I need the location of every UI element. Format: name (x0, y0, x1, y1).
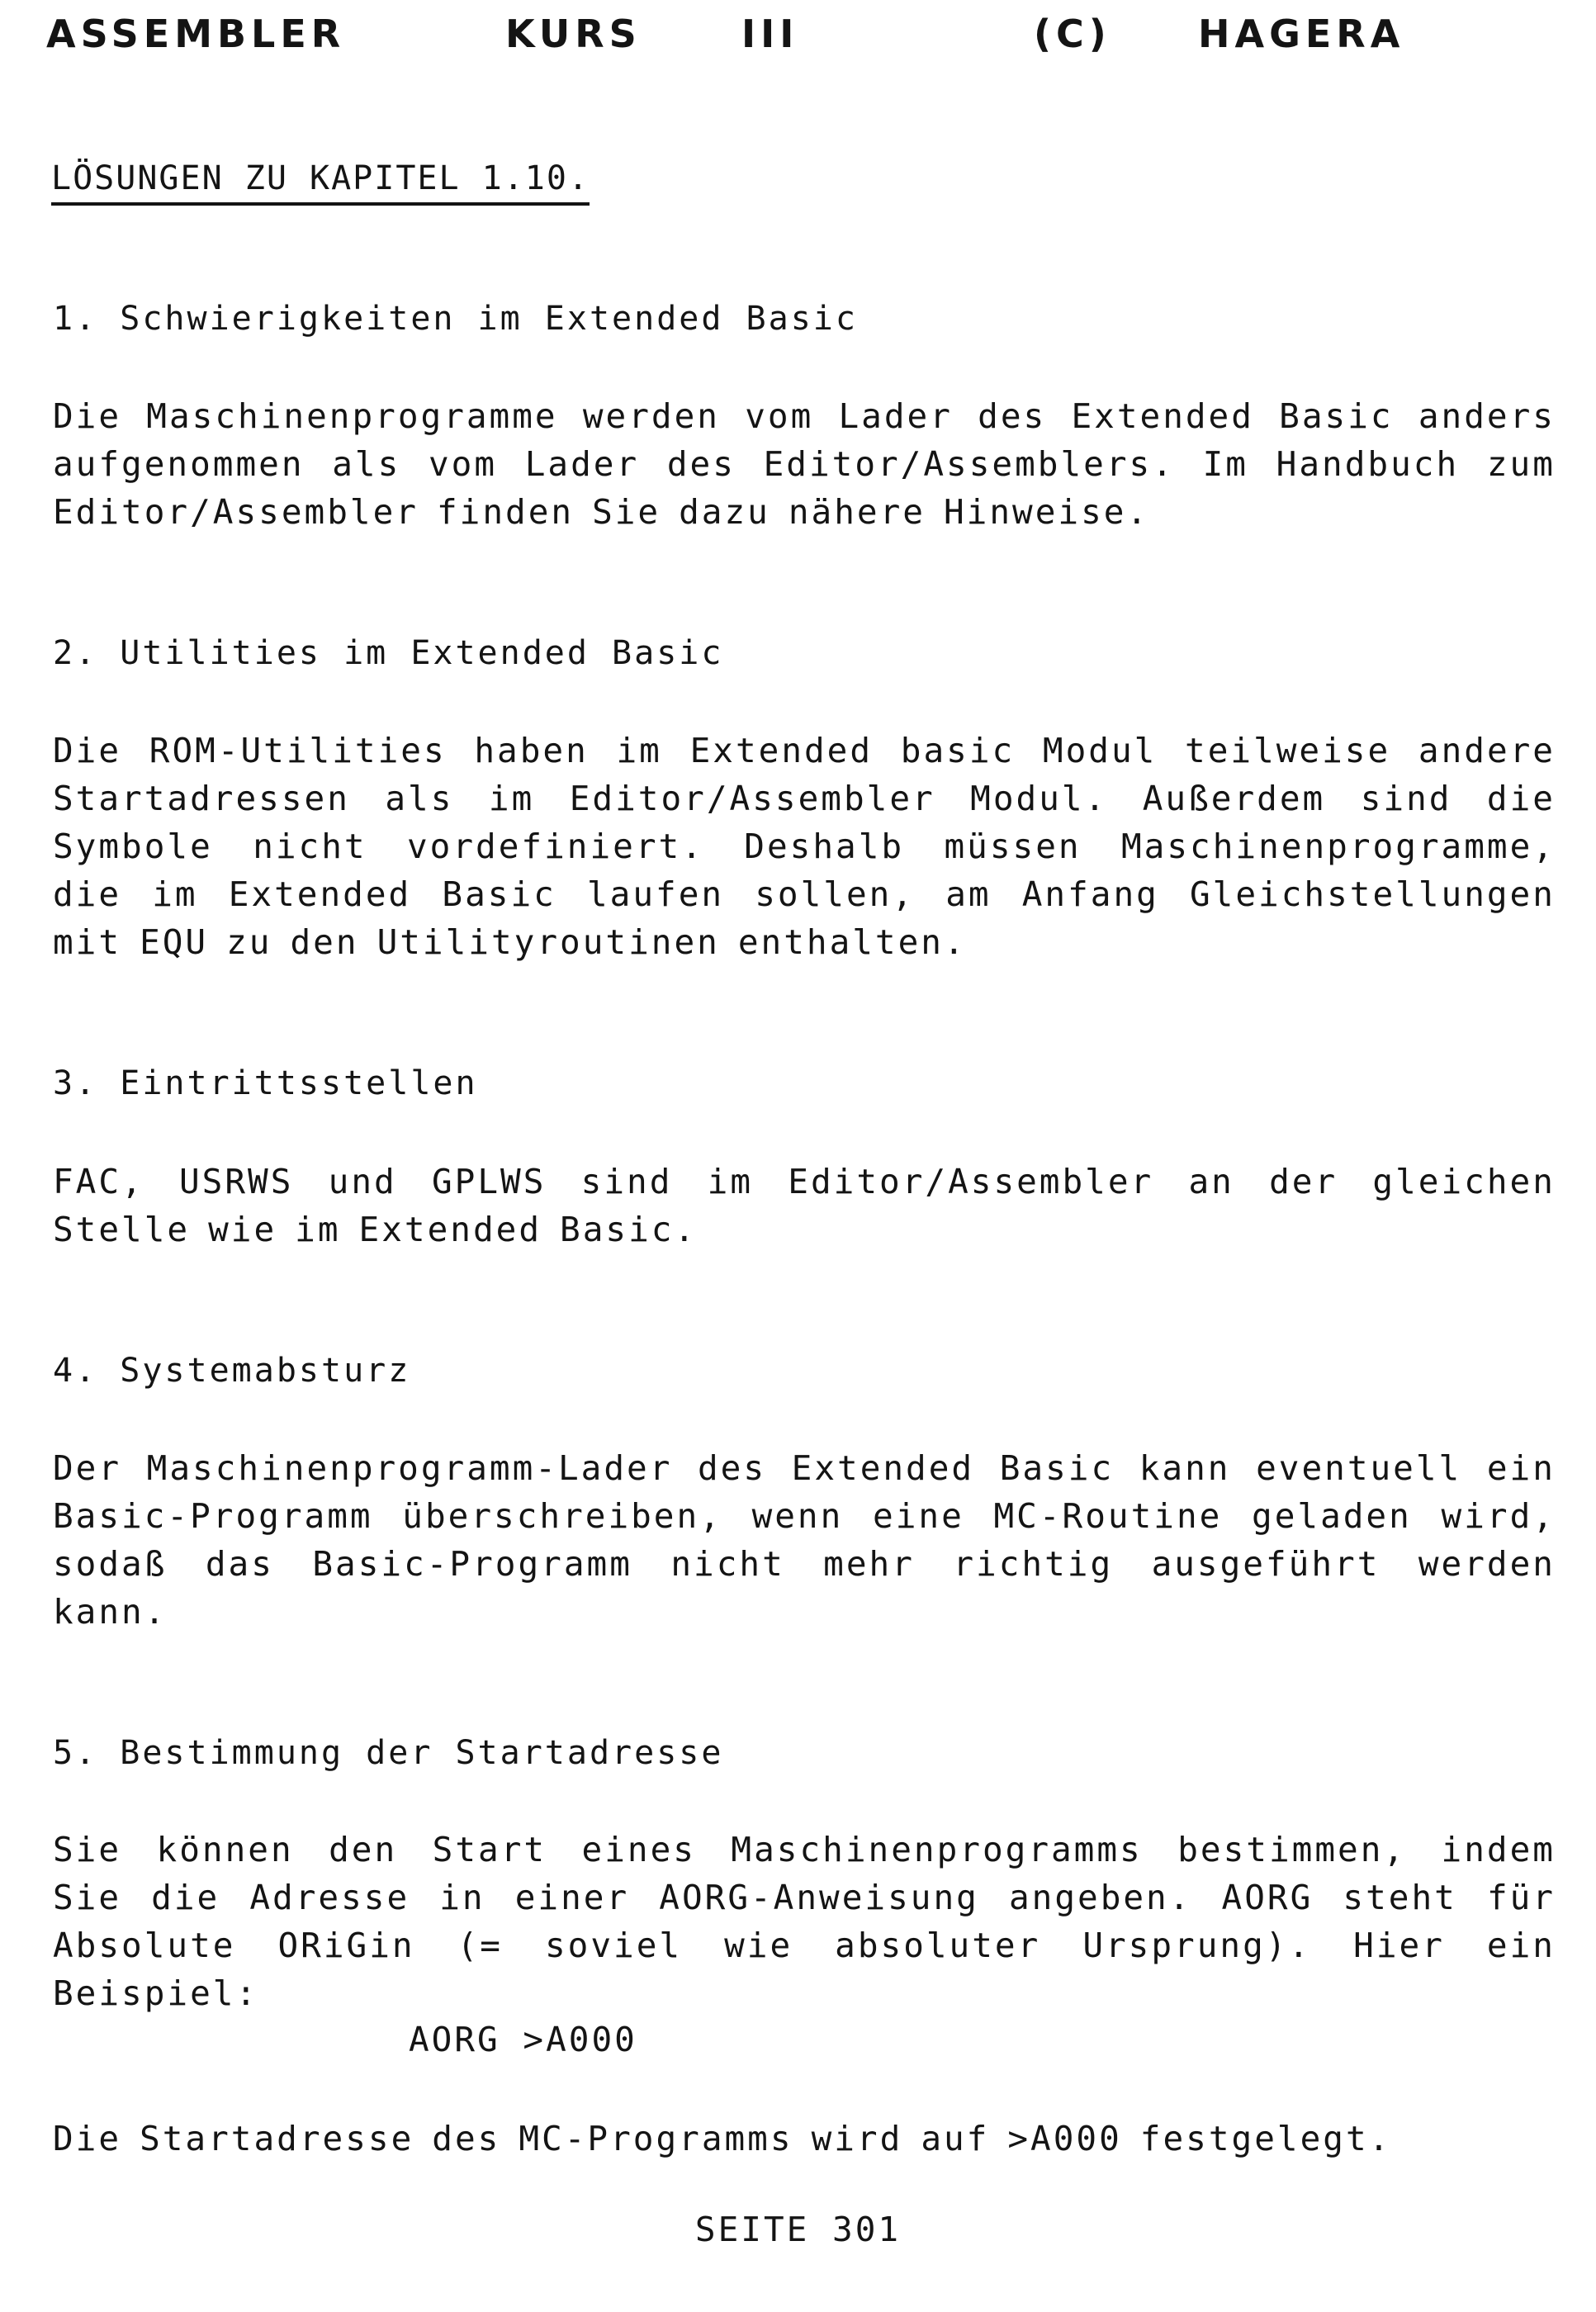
word: aufgenommen (53, 444, 305, 484)
paragraph-line (53, 775, 1556, 822)
word: die (1486, 779, 1556, 818)
word: AORG-Anweisung (659, 1878, 979, 1917)
section-5-paragraph (53, 1826, 1556, 2017)
word: zum (1486, 444, 1556, 484)
paragraph-line (53, 1874, 1556, 1921)
word: MC-Programms (519, 2119, 793, 2158)
word: den (290, 922, 359, 962)
word: Maschinenprogramm-Lader (146, 1448, 673, 1488)
paragraph-line (53, 1158, 1556, 1206)
word: nicht (253, 827, 367, 866)
word: Extended (689, 731, 874, 770)
word: Absolute (53, 1926, 236, 1965)
word: des (666, 444, 736, 484)
section-3-heading: 3. Eintrittsstellen (53, 1064, 478, 1102)
word: im (152, 874, 198, 914)
word: andere (1418, 731, 1556, 770)
paragraph-line (53, 870, 1556, 918)
word: Außerdem (1142, 779, 1326, 818)
word: ausgeführt (1151, 1544, 1381, 1584)
paragraph-line (53, 1969, 1556, 2017)
word: im (707, 1162, 754, 1201)
word: Maschinenprogramme (146, 396, 558, 436)
word: für (1486, 1878, 1556, 1917)
section-1-paragraph (53, 392, 1556, 536)
section-4-paragraph (53, 1444, 1556, 1636)
chapter-title: LÖSUNGEN ZU KAPITEL 1.10. (51, 159, 590, 206)
word: Basic-Programm (312, 1544, 632, 1584)
word: des (432, 2119, 501, 2158)
word: angeben. (1008, 1878, 1192, 1917)
word: vom (745, 396, 814, 436)
word: AORG (1221, 1878, 1314, 1917)
word: Anfang (1021, 874, 1159, 914)
word: Sie (592, 492, 661, 532)
code-example: AORG >A000 (409, 2020, 637, 2059)
word: der (1269, 1162, 1338, 1201)
word: soviel (544, 1926, 683, 1965)
word: geladen (1252, 1496, 1412, 1536)
word: GPLWS (431, 1162, 547, 1201)
paragraph-line (53, 1444, 1556, 1492)
word: zu (226, 922, 272, 962)
word: Editor/Assemblers. (763, 444, 1175, 484)
word: Extended (791, 1448, 975, 1488)
word: FAC, (53, 1162, 144, 1201)
word: mehr (823, 1544, 915, 1584)
paragraph-line (53, 1588, 1556, 1636)
word: Basic-Programm (53, 1496, 373, 1536)
word: Utilityroutinen (377, 922, 720, 962)
word: Basic (1279, 396, 1394, 436)
word: Basic. (560, 1210, 698, 1249)
word: die (53, 874, 122, 914)
word: Hinweise. (943, 492, 1150, 532)
word: steht (1343, 1878, 1457, 1917)
word: Die (53, 731, 122, 770)
word: Sie (53, 1878, 122, 1917)
word: eines (581, 1830, 696, 1869)
word: das (205, 1544, 274, 1584)
word: einer (514, 1878, 630, 1917)
word: (= (457, 1926, 503, 1965)
word: müssen (944, 827, 1082, 866)
word: Sie (53, 1830, 122, 1869)
word: des (978, 396, 1047, 436)
word: Startadressen (53, 779, 350, 818)
word: Modul (1042, 731, 1158, 770)
word: Lader (524, 444, 640, 484)
word: EQU (140, 922, 209, 962)
word: Gleichstellungen (1189, 874, 1556, 914)
paragraph-line (53, 2115, 1556, 2163)
word: an (1188, 1162, 1234, 1201)
word: Deshalb (744, 827, 905, 866)
section-3-paragraph (53, 1158, 1556, 1253)
word: nicht (670, 1544, 785, 1584)
page-number: SEITE 301 (694, 2210, 902, 2249)
header-volume: III (741, 12, 799, 56)
word: Handbuch (1276, 444, 1460, 484)
paragraph-line (53, 440, 1556, 488)
word: sind (1360, 779, 1452, 818)
section-5-closing (53, 2115, 1556, 2163)
word: festgelegt. (1139, 2119, 1392, 2158)
word: finden (436, 492, 575, 532)
word: und (328, 1162, 397, 1201)
word: richtig (953, 1544, 1114, 1584)
word: sind (580, 1162, 673, 1201)
word: wird (811, 2119, 903, 2158)
word: kann. (53, 1592, 168, 1632)
word: vom (428, 444, 498, 484)
word: im (488, 779, 535, 818)
word: in (439, 1878, 485, 1917)
section-4-heading: 4. Systemabsturz (53, 1352, 411, 1390)
word: wie (208, 1210, 277, 1249)
word: ROM-Utilities (149, 731, 447, 770)
word: Der (53, 1448, 122, 1488)
paragraph-line (53, 727, 1556, 775)
word: am (945, 874, 992, 914)
word: gleichen (1372, 1162, 1556, 1201)
paragraph-line (53, 1826, 1556, 1874)
word: Editor/Assembler (788, 1162, 1154, 1201)
header-copyright: (C) (1034, 12, 1111, 56)
word: >A000 (1007, 2119, 1122, 2158)
word: Die (53, 2119, 122, 2158)
paragraph-line (53, 488, 1556, 536)
word: werden (582, 396, 720, 436)
word: indem (1441, 1830, 1556, 1869)
word: Maschinenprogramme, (1120, 827, 1556, 866)
word: Ursprung). (1082, 1926, 1312, 1965)
word: überschreiben, (402, 1496, 722, 1536)
word: absoluter (835, 1926, 1041, 1965)
word: MC-Routine (993, 1496, 1223, 1536)
word: als (385, 779, 454, 818)
word: sodaß (53, 1544, 168, 1584)
word: des (697, 1448, 767, 1488)
word: mit (53, 922, 122, 962)
word: Basic (999, 1448, 1115, 1488)
word: Editor/Assembler (53, 492, 419, 532)
header-author: HAGERA (1198, 12, 1405, 56)
word: Hier (1353, 1926, 1445, 1965)
word: nähere (788, 492, 926, 532)
word: anders (1418, 396, 1556, 436)
header-title: ASSEMBLER (46, 12, 346, 56)
word: eventuell (1256, 1448, 1462, 1488)
word: Extended (228, 874, 412, 914)
word: Lader (838, 396, 953, 436)
section-5-heading: 5. Bestimmung der Startadresse (53, 1734, 724, 1772)
word: den (329, 1830, 398, 1869)
word: bestimmen, (1177, 1830, 1407, 1869)
word: Extended (358, 1210, 542, 1249)
word: Symbole (53, 827, 213, 866)
word: auf (921, 2119, 990, 2158)
page-header (46, 12, 1538, 61)
word: Modul. (970, 779, 1108, 818)
paragraph-line (53, 822, 1556, 870)
word: wird, (1441, 1496, 1556, 1536)
paragraph-line (53, 1540, 1556, 1588)
word: haben (474, 731, 589, 770)
paragraph-line (53, 1206, 1556, 1253)
word: werden (1418, 1544, 1556, 1584)
word: Basic (442, 874, 556, 914)
word: ORiGin (277, 1926, 415, 1965)
paragraph-line (53, 918, 1556, 966)
word: im (295, 1210, 341, 1249)
word: sollen, (755, 874, 916, 914)
word: basic (900, 731, 1016, 770)
word: vordefiniert. (407, 827, 704, 866)
header-course: KURS (505, 12, 642, 56)
word: wie (724, 1926, 793, 1965)
section-2-heading: 2. Utilities im Extended Basic (53, 634, 724, 672)
word: Editor/Assembler (569, 779, 935, 818)
word: als (332, 444, 401, 484)
word: ein (1486, 1926, 1556, 1965)
word: Im (1202, 444, 1248, 484)
word: laufen (586, 874, 725, 914)
paragraph-line (53, 1921, 1556, 1969)
word: eine (873, 1496, 964, 1536)
word: enthalten. (737, 922, 967, 962)
word: Adresse (249, 1878, 410, 1917)
word: Extended (1071, 396, 1254, 436)
word: kann (1139, 1448, 1231, 1488)
word: können (156, 1830, 294, 1869)
section-2-paragraph (53, 727, 1556, 966)
word: ein (1486, 1448, 1556, 1488)
paragraph-line (53, 1492, 1556, 1540)
word: Die (53, 396, 122, 436)
word: Beispiel: (53, 1973, 259, 2013)
word: im (616, 731, 662, 770)
word: Maschinenprogramms (731, 1830, 1143, 1869)
word: Startadresse (140, 2119, 414, 2158)
word: Start (432, 1830, 547, 1869)
word: die (151, 1878, 220, 1917)
paragraph-line (53, 392, 1556, 440)
word: USRWS (179, 1162, 294, 1201)
word: Stelle (53, 1210, 191, 1249)
word: teilweise (1185, 731, 1391, 770)
word: wenn (751, 1496, 844, 1536)
section-1-heading: 1. Schwierigkeiten im Extended Basic (53, 300, 858, 338)
word: dazu (679, 492, 770, 532)
